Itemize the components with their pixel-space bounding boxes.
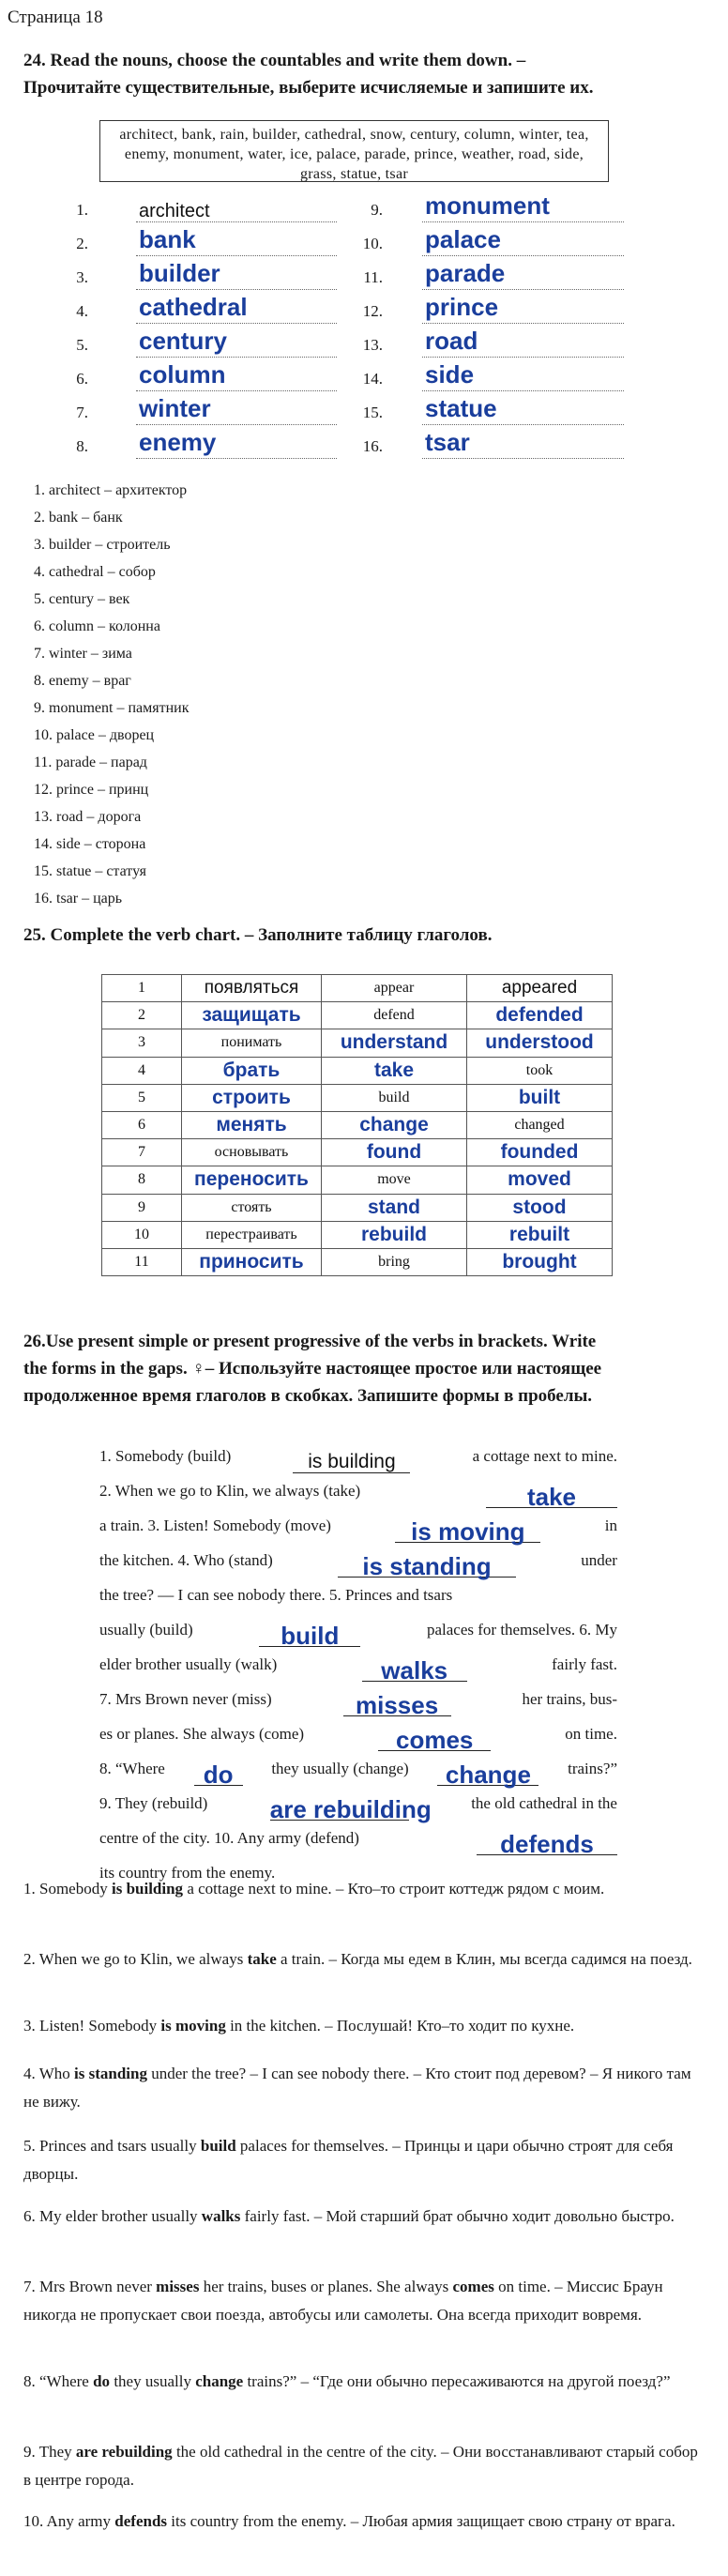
ex26-line [99,1474,617,1511]
verb-base: move [322,1166,467,1194]
ex24-heading-line1: 24. Read the nouns, choose the countables and write them down. – [23,51,526,70]
ex26-gap [343,1682,451,1719]
verb-base: appear [322,975,467,1002]
list-item: 8. enemy – враг [34,673,131,689]
verb-chart [101,974,613,1276]
ex26-gap-answer: is building [308,1451,396,1472]
blank-number: 5. [76,336,88,354]
translation-item: 2. When we go to Klin, we always take a train. – Когда мы едем в Клин, мы всегда садимся на поезд. [23,1950,692,1968]
ex26-line [99,1787,617,1821]
list-item: 11. parade – парад [34,755,147,770]
verb-russian: основывать [182,1139,322,1166]
verb-base: build [322,1084,467,1111]
list-item: 1. architect – архитектор [34,482,188,498]
ex26-line [99,1821,617,1858]
translation-item: 4. Who is standing under the tree? – I can see nobody there. – Кто стоит под деревом? – Я никого там не вижу. [23,2065,691,2111]
translation-item: 3. Listen! Somebody is moving in the kitchen. – Послушай! Кто–то ходит по кухне. [23,2017,575,2035]
blank-number: 15. [362,404,383,421]
list-item: 10. palace – дворец [34,727,155,743]
verb-past: founded [467,1139,613,1166]
ex26-text: centre of the city. 10. Any army (defend) [99,1829,359,1847]
list-item: 9. monument – памятник [34,700,190,716]
blank-answer: winter [139,394,211,422]
blank-number: 2. [76,235,88,252]
verb-past: understood [467,1029,613,1057]
blank-number: 9. [371,201,383,219]
blank-answer: side [425,360,475,389]
blank-number: 4. [76,302,88,320]
ex26-gap [437,1751,538,1789]
ex24-heading-line2: Прочитайте существительные, выберите исчисляемые и запишите их. [23,78,594,98]
translation-item: 10. Any army defends its country from the enemy. – Любая армия защищает свою страну от врага. [23,2512,675,2530]
ex26-text: usually (build) [99,1621,193,1639]
translation-item: 1. Somebody is building a cottage next to mine. – Кто–то строит коттедж рядом с моим. [23,1880,605,1898]
list-item: 3. builder – строитель [34,537,171,553]
ex26-gap-answer: defends [500,1830,594,1858]
verb-russian: защищать [182,1002,322,1029]
blank-number: 7. [76,404,88,421]
verb-row-number: 5 [102,1084,182,1111]
verb-row-number: 3 [102,1029,182,1057]
verb-base: stand [322,1194,467,1221]
blank-answer: tsar [425,428,470,456]
ex26-heading-line2: the forms in the gaps. ♀– Используйте настоящее простое или настоящее [23,1359,602,1379]
blank-number: 14. [362,370,383,388]
verb-past: defended [467,1002,613,1029]
ex26-text: 2. When we go to Klin, we always (take) [99,1482,361,1500]
ex26-gap-answer: walks [381,1656,448,1684]
ex26-gap-answer: change [445,1761,531,1789]
ex26-text: the old cathedral in the [471,1794,617,1812]
ex26-heading-line3: продолженное время глаголов в скобках. Запишите формы в пробелы. [23,1386,593,1406]
verb-base: defend [322,1002,467,1029]
blank-answer: architect [139,201,210,221]
verb-row [102,1248,613,1275]
verb-row-number: 6 [102,1111,182,1138]
verb-row [102,1194,613,1221]
verb-past: rebuilt [467,1221,613,1248]
ex26-text: palaces for themselves. 6. My [426,1621,617,1639]
ex26-gap-answer: is standing [362,1552,492,1580]
verb-row-number: 4 [102,1057,182,1084]
verb-past: changed [467,1111,613,1138]
ex26-gap [378,1716,491,1754]
ex26-text: on time. [565,1725,617,1743]
verb-russian: переносить [182,1166,322,1194]
verb-russian: менять [182,1111,322,1138]
ex26-line [99,1613,617,1650]
verb-row [102,1084,613,1111]
ex26-gap-answer: build [281,1622,340,1650]
verb-row-number: 7 [102,1139,182,1166]
list-item: 6. column – колонна [34,618,160,634]
blank-answer: century [139,327,227,355]
verb-past: brought [467,1248,613,1275]
blank-answer: palace [425,225,501,253]
ex26-text: her trains, bus- [522,1690,617,1708]
verb-base: rebuild [322,1221,467,1248]
ex26-gap-answer: misses [355,1691,439,1719]
ex26-gap [293,1439,410,1473]
verb-row [102,975,613,1002]
blank-answer: monument [425,191,550,220]
ex26-line [99,1440,617,1473]
ex26-gap [194,1751,243,1789]
verb-russian: брать [182,1057,322,1084]
blank-answer: enemy [139,428,217,456]
verb-base: understand [322,1029,467,1057]
ex26-line [99,1717,617,1754]
ex24-word-box: architect, bank, rain, builder, cathedral, snow, century, column, winter, tea, enemy, monument, water, ice, palace, parade, prince, weather, road, side, grass, statue, tsar [99,120,609,182]
verb-row [102,1166,613,1194]
ex26-line [99,1752,617,1789]
list-item: 14. side – сторона [34,836,146,852]
blank-answer: column [139,360,226,389]
blank-number: 12. [362,302,383,320]
ex26-gap-answer: do [203,1761,234,1789]
verb-past: stood [467,1194,613,1221]
verb-russian: приносить [182,1248,322,1275]
ex26-line [99,1578,617,1612]
verb-past: moved [467,1166,613,1194]
ex26-gap [338,1543,516,1578]
ex26-heading-line1: 26.Use present simple or present progressive of the verbs in brackets. Write [23,1332,597,1351]
ex26-gap [259,1612,360,1650]
ex26-text: the tree? — I can see nobody there. 5. Princes and tsars [99,1586,453,1604]
ex26-text: they usually (change) [271,1760,409,1777]
ex26-text: elder brother usually (walk) [99,1655,278,1673]
page-title: Страница 18 [8,8,103,27]
list-item: 16. tsar – царь [34,891,123,907]
ex26-text: in [604,1517,617,1534]
ex26-text: 9. They (rebuild) [99,1794,208,1812]
verb-base: change [322,1111,467,1138]
ex26-line [99,1648,617,1682]
translation-item: 9. They are rebuilding the old cathedral in the centre of the city. – Они восстанавливают старый собор в центре города. [23,2443,698,2489]
verb-row-number: 1 [102,975,182,1002]
ex26-text: trains?” [568,1760,617,1777]
verb-row-number: 11 [102,1248,182,1275]
ex26-text: 1. Somebody (build) [99,1447,232,1465]
verb-row [102,1111,613,1138]
ex25-heading: 25. Complete the verb chart. – Заполните таблицу глаголов. [23,925,493,945]
blank-number: 11. [363,268,383,286]
blank-number: 16. [362,437,383,455]
verb-row [102,1139,613,1166]
verb-row-number: 10 [102,1221,182,1248]
blank-answer: statue [425,394,497,422]
verb-past: appeared [467,975,613,1002]
translation-item: 8. “Where do they usually change trains?” – “Где они обычно пересаживаются на другой поезд?” [23,2372,671,2390]
ex26-gap-answer: is moving [411,1517,525,1546]
ex26-text: a cottage next to mine. [472,1447,617,1465]
ex26-text: es or planes. She always (come) [99,1725,305,1743]
verb-row-number: 8 [102,1166,182,1194]
ex26-gap-answer: are rebuilding [269,1795,432,1823]
ex26-text: the kitchen. 4. Who (stand) [99,1551,273,1569]
verb-russian: понимать [182,1029,322,1057]
list-item: 2. bank – банк [34,510,123,526]
ex26-gap [362,1647,467,1682]
ex26-line [99,1544,617,1578]
blank-number: 13. [362,336,383,354]
ex26-gap [269,1786,432,1823]
ex26-gap [486,1473,617,1511]
blank-answer: builder [139,259,220,287]
verb-row-number: 2 [102,1002,182,1029]
blank-answer: cathedral [139,293,248,321]
list-item: 12. prince – принц [34,782,149,798]
list-item: 15. statue – статуя [34,863,147,879]
ex26-text: a train. 3. Listen! Somebody (move) [99,1517,331,1534]
verb-base: found [322,1139,467,1166]
list-item: 4. cathedral – собор [34,564,156,580]
verb-row-number: 9 [102,1194,182,1221]
ex26-text: 8. “Where [99,1760,165,1777]
ex26-gap [477,1821,617,1858]
verb-row [102,1057,613,1084]
list-item: 7. winter – зима [34,646,132,662]
blank-answer: parade [425,259,506,287]
ex26-gap-answer: comes [395,1726,474,1754]
verb-russian: стоять [182,1194,322,1221]
blank-number: 10. [362,235,383,252]
verb-russian: перестраивать [182,1221,322,1248]
ex26-text: fairly fast. [552,1655,617,1673]
verb-row [102,1221,613,1248]
verb-row [102,1029,613,1057]
translation-item: 6. My elder brother usually walks fairly fast. – Мой старший брат обычно ходит довольно быстро. [23,2207,675,2225]
ex26-gap-answer: take [526,1483,577,1511]
verb-russian: появляться [182,975,322,1002]
ex26-text: 7. Mrs Brown never (miss) [99,1690,272,1708]
ex26-text: under [581,1551,617,1569]
ex26-text: its country from the enemy. [99,1864,276,1882]
blank-answer: bank [139,225,196,253]
ex26-line [99,1509,617,1546]
verb-past: took [467,1057,613,1084]
list-item: 13. road – дорога [34,809,142,825]
verb-base: bring [322,1248,467,1275]
verb-row [102,1002,613,1029]
ex26-line [99,1683,617,1719]
blank-number: 3. [76,268,88,286]
translation-item: 7. Mrs Brown never misses her trains, buses or planes. She always comes on time. – Миссис Браун никогда не пропускает свои поезда, автобусы или самолеты. Она всегда приходит вовремя. [23,2278,663,2324]
verb-base: take [322,1057,467,1084]
translation-item: 5. Princes and tsars usually build palaces for themselves. – Принцы и цари обычно строят для себя дворцы. [23,2137,674,2183]
blank-number: 8. [76,437,88,455]
verb-past: built [467,1084,613,1111]
blank-answer: road [425,327,478,355]
verb-russian: строить [182,1084,322,1111]
ex26-gap [395,1508,540,1546]
blank-number: 1. [76,201,88,219]
blank-number: 6. [76,370,88,388]
list-item: 5. century – век [34,591,130,607]
blank-answer: prince [425,293,499,321]
